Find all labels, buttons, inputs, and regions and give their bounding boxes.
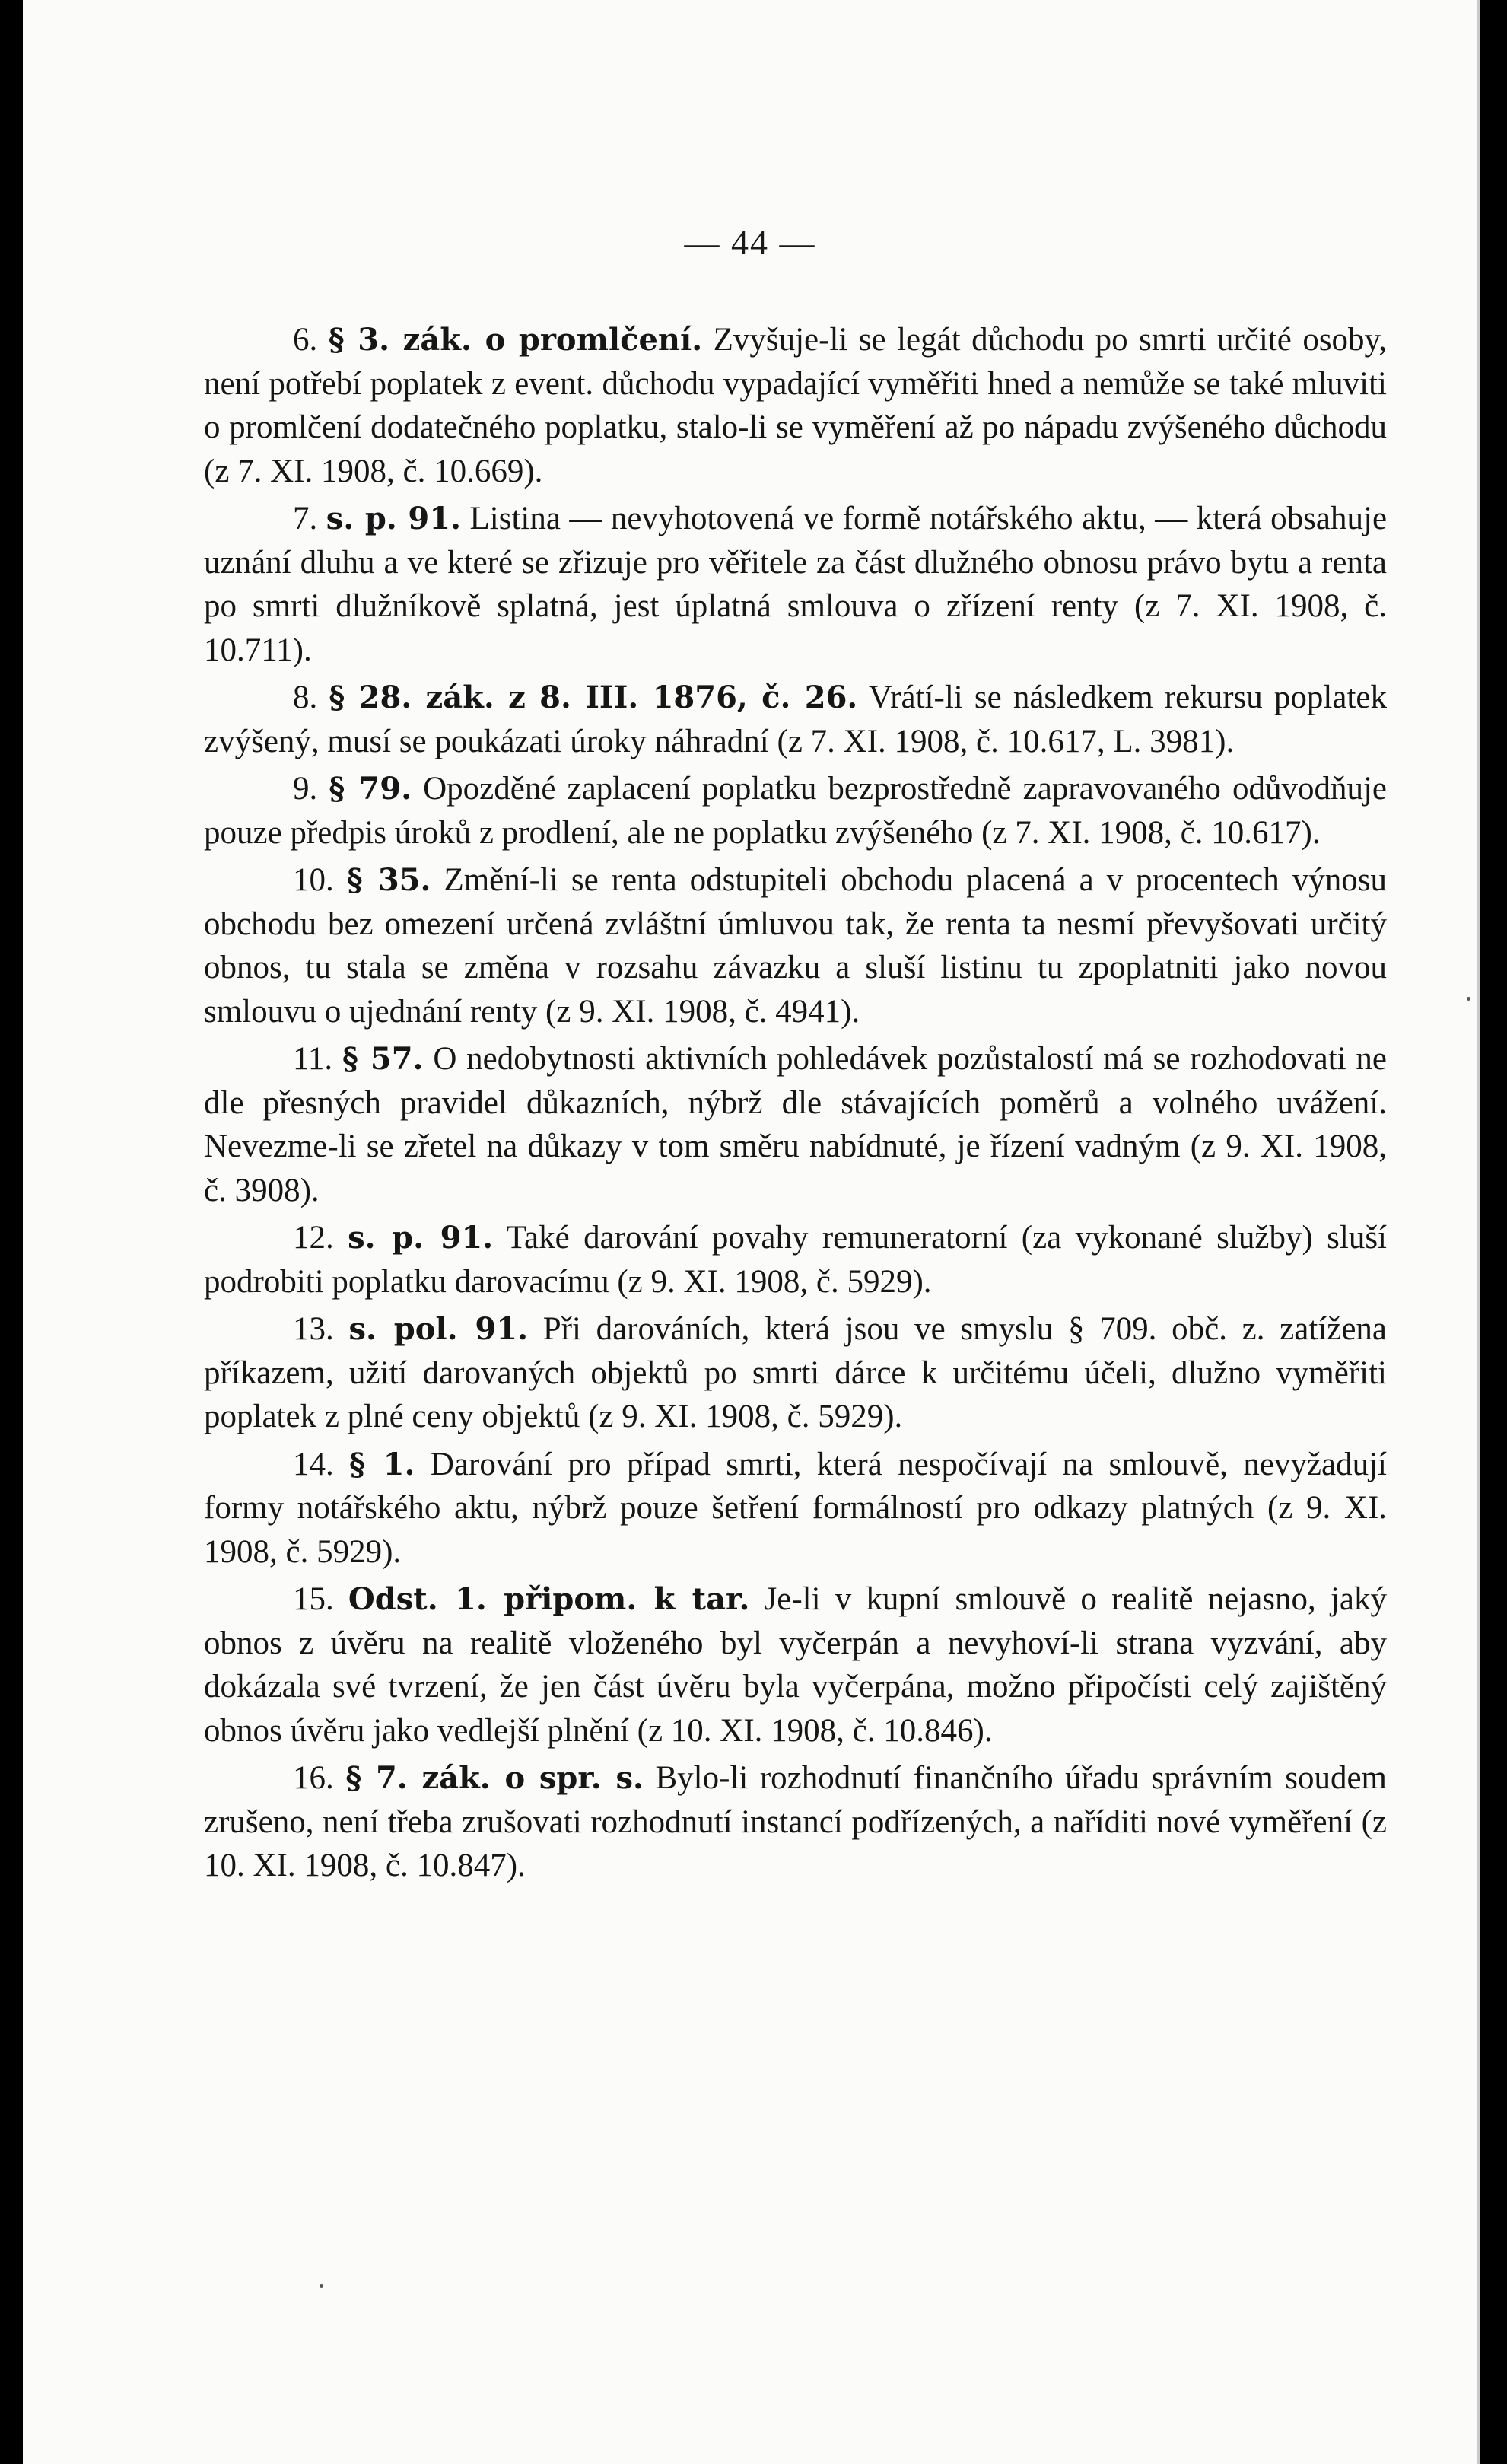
- entry-reference: s. pol. 91.: [348, 1311, 529, 1347]
- entry-14: [204, 1443, 1387, 1574]
- page-number: — 44 —: [684, 223, 816, 262]
- entry-reference: § 7. zák. o spr. s.: [345, 1760, 644, 1796]
- entry-11: [204, 1037, 1387, 1212]
- body-text: [204, 318, 1387, 1892]
- entry-15: [204, 1577, 1387, 1752]
- document-page: [23, 0, 1480, 2464]
- entry-number: 15.: [293, 1581, 334, 1617]
- entry-text: Při darováních, která jsou ve smyslu § 709. obč. z. zatížena příkazem, užití darovaných objektů po smrti dárce k určitému účeli, dlužno vyměřiti poplatek z plné ceny objektů (z 9. XI. 1908, č. 5929).: [204, 1311, 1387, 1434]
- entry-number: 6.: [293, 322, 318, 358]
- entry-text: Změní-li se renta odstupiteli obchodu placená a v procentech výnosu obchodu bez omezení určená zvláštní úmluvou tak, že renta ta nesmí převyšovati určitý obnos, tu stala se změna v rozsahu závazku a sluší listinu tu zpoplatniti jako novou smlouvu o ujednání renty (z 9. XI. 1908, č. 4941).: [204, 862, 1387, 1030]
- entry-number: 7.: [293, 501, 318, 536]
- entry-reference: Odst. 1. připom. k tar.: [348, 1581, 750, 1617]
- entry-text: Opozděné zaplacení poplatku bezprostředně zapravovaného odůvodňuje pouze předpis úroků z prodlení, ale ne poplatku zvýšeného (z 7. XI. 1908, č. 10.617).: [204, 771, 1387, 851]
- entry-reference: § 28. zák. z 8. III. 1876, č. 26.: [329, 680, 858, 715]
- entry-number: 8.: [293, 680, 318, 715]
- entry-text: Zvyšuje-li se legát důchodu po smrti určité osoby, není potřebí poplatek z event. důchodu vypadající vyměřiti hned a nemůže se také mluviti o promlčení dodatečného poplatku, stalo-li se vyměření až po nápadu zvýšeného důchodu (z 7. XI. 1908, č. 10.669).: [204, 322, 1388, 489]
- entry-6: [204, 318, 1387, 493]
- entry-number: 13.: [293, 1311, 334, 1347]
- entry-reference: s. p. 91.: [326, 501, 462, 536]
- entry-number: 16.: [293, 1760, 334, 1796]
- entry-text: Bylo-li rozhodnutí finančního úřadu správním soudem zrušeno, není třeba zrušovati rozhodnutí instancí podřízených, a naříditi nové vyměření (z 10. XI. 1908, č. 10.847).: [204, 1760, 1387, 1883]
- entry-text: Listina — nevyhotovená ve formě notářského aktu, — která obsahuje uznání dluhu a ve které se zřizuje pro věřitele za část dlužného obnosu právo bytu a renta po smrti dlužníkově splatná, jest úplatná smlouva o zřízení renty (z 7. XI. 1908, č. 10.711).: [204, 501, 1388, 668]
- entry-text: O nedobytnosti aktivních pohledávek pozůstalostí má se rozhodovati ne dle přesných pravidel důkazních, nýbrž dle stávajících poměrů a volného uvážení. Nevezme-li se zřetel na důkazy v tom směru nabídnuté, je řízení vadným (z 9. XI. 1908, č. 3908).: [204, 1041, 1388, 1208]
- entry-16: [204, 1756, 1387, 1888]
- scan-speck: [320, 2284, 323, 2288]
- entry-reference: § 79.: [329, 771, 412, 807]
- entry-number: 11.: [293, 1041, 333, 1077]
- entry-10: [204, 858, 1387, 1033]
- entry-reference: § 57.: [342, 1041, 424, 1077]
- entry-reference: § 35.: [346, 862, 431, 898]
- entry-12: [204, 1216, 1387, 1304]
- entry-9: [204, 767, 1387, 855]
- entry-text: Darování pro případ smrti, která nespočívají na smlouvě, nevyžadují formy notářského aktu, nýbrž pouze šetření formálností pro odkazy platných (z 9. XI. 1908, č. 5929).: [204, 1446, 1387, 1570]
- entry-8: [204, 676, 1387, 763]
- entry-reference: § 3. zák. o promlčení.: [328, 322, 703, 358]
- entry-number: 12.: [293, 1220, 334, 1256]
- entry-reference: s. p. 91.: [348, 1220, 494, 1256]
- entry-number: 9.: [293, 771, 318, 807]
- entry-text: Je-li v kupní smlouvě o realitě nejasno, jaký obnos z úvěru na realitě vloženého byl vyčerpán a nevyhoví-li strana vyzvání, aby dokázala své tvrzení, že jen část úvěru byla vyčerpána, možno připočísti celý zajištěný obnos úvěru jako vedlejší plnění (z 10. XI. 1908, č. 10.846).: [204, 1581, 1387, 1749]
- entry-reference: § 1.: [349, 1446, 415, 1482]
- entry-7: [204, 497, 1387, 672]
- entry-number: 14.: [293, 1446, 334, 1482]
- entry-text: Také darování povahy remuneratorní (za vykonané služby) sluší podrobiti poplatku darovacímu (z 9. XI. 1908, č. 5929).: [204, 1220, 1388, 1300]
- entry-number: 10.: [293, 862, 334, 898]
- scan-speck: [1467, 997, 1470, 1001]
- entry-13: [204, 1307, 1387, 1439]
- entry-text: Vrátí-li se následkem rekursu poplatek zvýšený, musí se poukázati úroky náhradní (z 7. XI. 1908, č. 10.617, L. 3981).: [204, 680, 1388, 759]
